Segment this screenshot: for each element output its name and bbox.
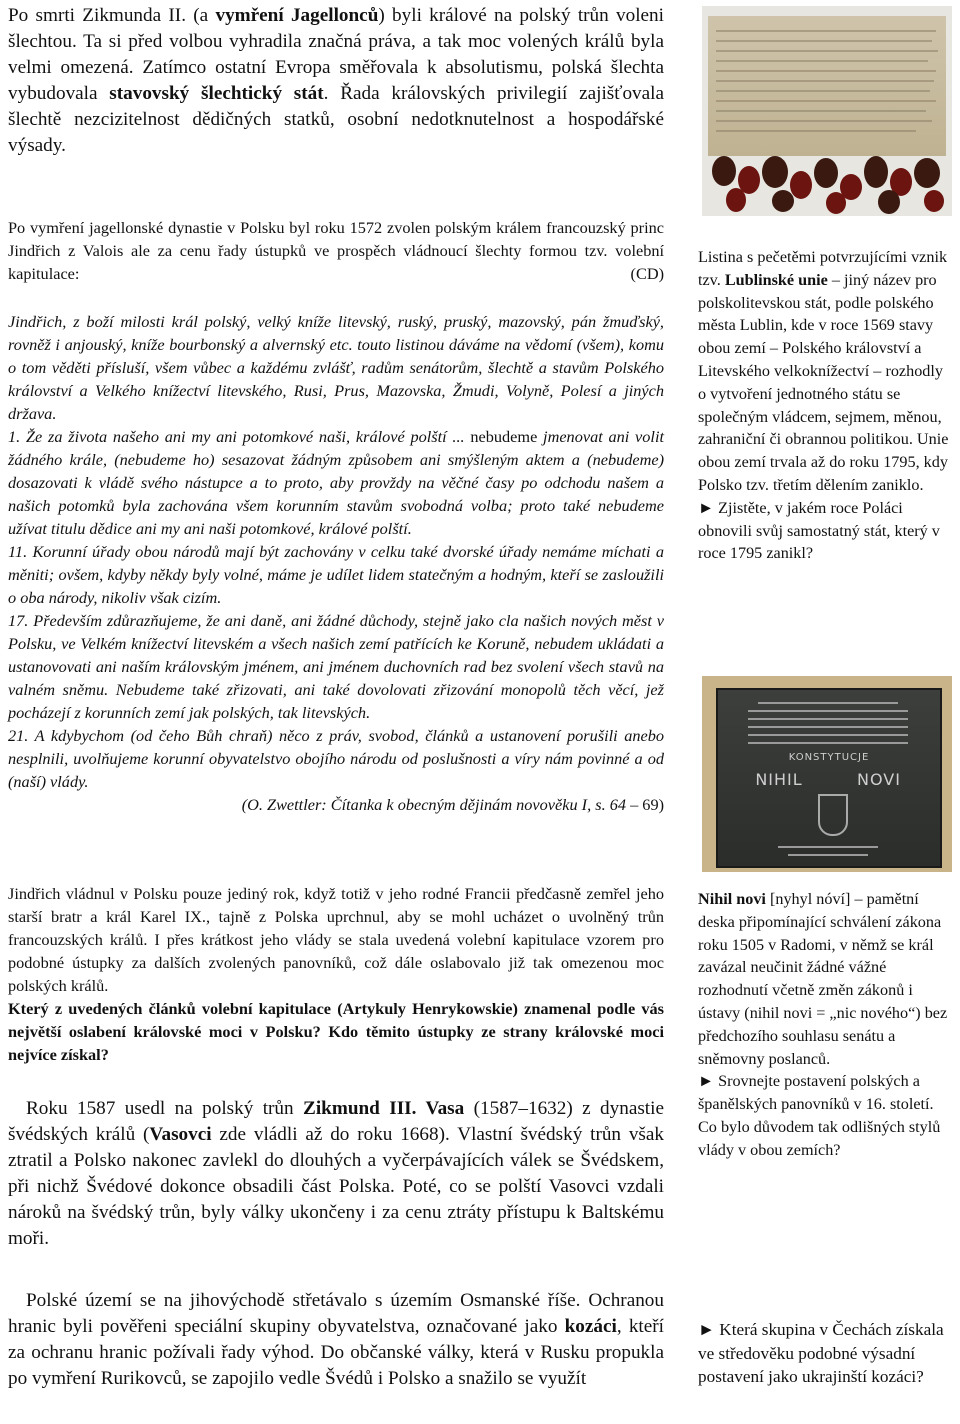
cd-marker: (CD): [630, 264, 664, 283]
question-compare-rulers: ► Srovnejte postavení polských a španělských panovníků v 16. století. Co bylo důvodem tak odlišných stylů vlády v obou zemích?: [698, 1072, 941, 1159]
paragraph-cossacks: [8, 1288, 664, 1392]
paragraph-henry: [8, 882, 664, 1066]
sidebar-caption-lublin: [698, 246, 952, 565]
memorial-plaque-photo: [702, 676, 952, 872]
sidebar-caption-nihil-novi: [698, 888, 952, 1162]
term-bold: Nihil novi: [698, 890, 766, 908]
term-bold: stavovský šlechtický stát: [109, 83, 324, 104]
text: 69): [642, 795, 664, 814]
parchment: [708, 16, 946, 156]
text: Roku 1587 usedl na polský trůn: [26, 1098, 304, 1119]
text: – jiný název pro polskolitevskou stát, podle polského města Lublin, kde v roce 1569 stavy obou zemí – Polského království a Litevského velkoknížectví – rozhodly o vytvoření jednotného státu se společným vládcem, sejmem, měnou, zahraniční či obrannou politikou. Unie obou zemí trvala až do roku 1795, kdy Polsko tzv. třetím dělením zaniklo.: [698, 270, 949, 494]
text: jmenovat ani volit žádného krále, (nebudeme ho) sesazovat žádným způsobem ani smýšleným aktem a (nebudeme) dosazovati k vládě svého nástupce a to proto, aby provždy na věčné časy po odchodu našem a našich potomků byla zachována všem korunním stavům svobodná volba; proto také nebudeme užívat titulu dědice ani my ani naši potomkové, králové polští.: [8, 427, 664, 538]
crest-icon: [818, 794, 848, 836]
caption-nihil-novi: [698, 888, 952, 1070]
source-intro: Jindřich, z boží milosti král polský, velký kníže litevský, ruský, pruský, mazovský, pán žmuďský, rovněž i anjouský, kníže bourbonský a alvernský etc. touto listinou dáváme na vědomí (všem), komu o tom věděti přísluší, všem vůbec a každému zvlášť, radům senátorům, šlechtě a stavům Polského království a Velkého knížectví litevského, Rusi, Prus, Mazovska, Žmudi, Volyně, Polesí a jiných država.: [8, 312, 664, 423]
term-bold: vymření Jagellonců: [215, 5, 379, 26]
article-21: 21. A kdybychom (od čeho Bůh chraň) něco z práv, svobod, článků a ustanovení porušili anebo nesplnili, uvolňujeme korunní obyvatelstvo obojího národu od poslušnosti a víry nám povinné a od (naší) vlády.: [8, 726, 664, 791]
term-bold: Vasovci: [149, 1124, 212, 1145]
text: Po smrti Zikmunda II. (a: [8, 5, 216, 26]
text: Listina s pečetěmi potvrzujícími vznik tzv.: [698, 248, 948, 289]
text: Polské území se na jihovýchodě střetávalo s územím Osmanské říše. Ochranou hranic byli pověřeni speciální skupiny obyvatelstva, označované jako: [8, 1290, 664, 1337]
text: nebudeme: [470, 427, 538, 446]
plaque-word-novi: NOVI: [857, 770, 901, 789]
text: (1587–1632) z dynastie švédských králů (: [8, 1098, 664, 1145]
charter-with-seals-photo: [702, 6, 952, 216]
sidebar-question-cossacks: [698, 1318, 952, 1389]
plaque-board: [716, 688, 942, 868]
article-1: [8, 425, 664, 540]
term-bold: Lublinské unie: [724, 270, 828, 289]
text: [nyhyl nóví] – pamětní deska připomínající schválení zákona roku 1505 v Radomi, v němž se král zavázal neučinit žádné vážné rozhodnutí včetně změn zákonů i ústavy (nihil novi = „nic nového“) bez předchozího souhlasu senátu a sněmovny poslanců.: [698, 890, 948, 1068]
paragraph-intro: [8, 3, 664, 159]
question-independence: ► Zjistěte, v jakém roce Poláci obnovili svůj samostatný stát, který v roce 1795 zanikl?: [698, 498, 940, 563]
term-bold: Zikmund III. Vasa: [303, 1098, 465, 1119]
text: zde vládli až do roku 1668). Vlastní švédský trůn však ztratil a Polsko nakonec zavlekl do dlouhých a vyčerpávajících válek se Švédskem, při nichž Švédové dokonce obsadili část Polska. Poté, co se polští Vasovci vzdali nároků na švédský trůn, byly války ukončeny i za cenu ztráty přístupu k Baltskému moři.: [8, 1124, 665, 1249]
text: 1. Že za života našeho ani my ani potomkové naši, králové polští ...: [8, 427, 471, 446]
question-bold: Který z uvedených článků volební kapitulace (Artykuly Henrykowskie) znamenal podle vás největší oslabení královské moci v Polsku? Kdo těmito ústupky ze strany královské moci nejvíce získal?: [8, 999, 664, 1064]
paragraph-vasa: [8, 1096, 664, 1252]
text: . Řada královských privilegií zajišťovala šlechtě nezcizitelnost dědičných statků, osobní nedotknutelnost a hospodářské výsady.: [8, 83, 664, 156]
caption-lublin: [698, 246, 952, 497]
article-17: 17. Především zdůrazňujeme, že ani daně, ani žádné důchody, stejně jako cla našich nových měst v Polsku, ve Velkém knížectví litevském a všech našich zemí patřících ke Koruně, nebudem ukládati a ustanovovati ani naším královským jménem, ani jménem duchovních rad bez svolení všech stavů na valném sněmu. Nebudeme také zřizovati, ani také dovolovati zřizování monopolů těch věcí, jež pocházejí z korunních zemí jak polských, tak litevských.: [8, 611, 664, 722]
plaque-word-nihil: NIHIL: [755, 770, 803, 789]
source-excerpt: [8, 310, 664, 816]
text: Po vymření jagellonské dynastie v Polsku byl roku 1572 zvolen polským králem francouzský princ Jindřich z Valois ale za cenu řady ústupků ve prospěch vládnoucí šlechty formou tzv. volební kapitulace:: [8, 218, 664, 283]
question-cossacks: ► Která skupina v Čechách získala ve středověku podobné výsadní postavení jako ukrajinští kozáci?: [698, 1320, 944, 1386]
source-citation: [8, 793, 664, 816]
plaque-heading: KONSTYTUCJE: [788, 752, 870, 763]
article-11: 11. Korunní úřady obou národů mají být zachovány v celku také dvorské úřady nemáme míchati a měniti; ovšem, kdyby někdy byly volné, máme je udílet lidem statečným a hodným, kteří se zasloužili o oba národy, nikoliv však cizím.: [8, 542, 664, 607]
text: Jindřich vládnul v Polsku pouze jediný rok, když totiž v jeho rodné Francii předčasně zemřel jeho starší bratr a král Karel IX., tajně z Polska uprchnul, aby se mohl ucházet o uvolněný trůn francouzských králů. I přes krátkost jeho vlády se stala uvedená volební kapitulace vzorem pro podobné ústupky za dalších zvolených panovníků, což dále oslabovalo již tak omezenou moc polských králů.: [8, 884, 664, 995]
question-articles: [8, 997, 664, 1066]
text: ) byli králové na polský trůn voleni šlechtou. Ta si před volbou vyhradila značná práva, a tak moc volených králů byla velmi omezená. Zatímco ostatní Evropa směřovala k absolutismu, polská šlechta vybudovala: [8, 5, 664, 104]
text: (O. Zwettler: Čítanka k obecným dějinám novověku I, s. 64 –: [241, 795, 643, 814]
term-bold: kozáci: [564, 1316, 617, 1337]
text: , kteří za ochranu hranic požívali řady výhod. Do občanské války, která v Rusku propukla po vymření Rurikovců, se zapojilo vedle Švédů i Polsko a snažilo se využít: [8, 1316, 664, 1389]
paragraph-valois: [8, 216, 664, 285]
